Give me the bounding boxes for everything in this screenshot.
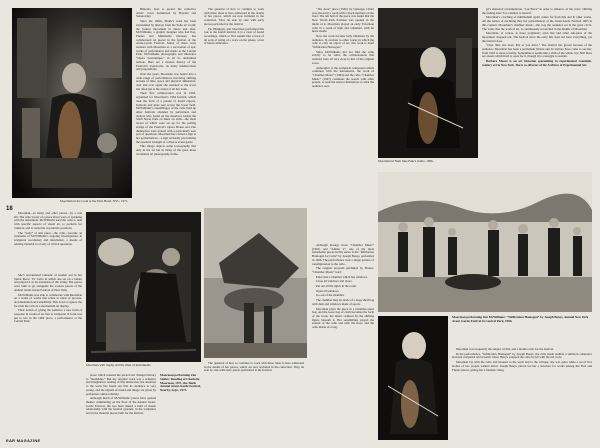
text-column-7: “The Area” piece (1965) by Giuseppe Chiari was placed in a room with a mock mattress on the floor. The left half of the piece was found that the New World Park Pavilion was opened in the midst of it. Moorman played an early Fab-rikon cello in a room of light and ornament, with fat hosts inside. Now the work became fully inhabited by the audience. In contrast to other works in which the cello is only an object of art, this work is itself “Infiltration Homogen.” Since McWilliams did not find the cello strictly to be valid, the collaborations that resulted were all very close to that of the original score. Although it is the sculptural component which continues with the instruments, the work of “Chamber Music” (1964) and the cello “Chamber Music” (1967) continues the search with other people, to seek the answer themselves to what the audience sees. — [312, 8, 374, 89]
photo-moorman-trophy — [86, 212, 201, 362]
footer-label: EAR MAGAZINE — [6, 438, 41, 443]
text-column-3: She’s encountered fantastic of another sort in her Spiral Piece: TV Cello in which she sat on a ladder and played it as an extension of the string. The pieces were built to go alongside the various pieces of the Annual Avant-Garde Festival of New York. McWilliams was able to collaborate with Moorman on a series of works that relate to ideas of process, documentation and sensibility. This is not to ignore the fact that the cello is a mechanism on display. Their notion of giving the audience a new form of response in works of art that is sculptural in form was put to test in the 1969 piece, a performance at the Central Park. — [14, 274, 82, 324]
photo-moorman-studio — [378, 8, 478, 158]
caption-middle-left: Moorman with trophy and the chair of instruments. — [86, 364, 152, 367]
caption-top-left: Moorman in her room at the Paris Hotel, NYC, 1971. — [60, 200, 129, 203]
caption-right-top: Moorman in Nam June Paik’s studio, 1966. — [378, 160, 434, 163]
text-column-10: Moorman was frequently the subject of this, and a mobile cello for the festival. In the performance, “Infiltration Homogen” by Joseph Beuys, the cello made audible a stubborn coherence between sculptural and acoustic ideas. Beuys wrapped the cello in felt with the red cross. Moorman lay with the cello and listened to the work and to the critique; she was quiet while a set of live bodies of two people walked about. Joseph Beuys placed for her a structure for works among the Flux and Fluxus pieces, giving her a fantastic thing. — [452, 348, 592, 372]
photo-cello-performance — [378, 316, 448, 440]
text-column-5: The question of how to continue to work with these ideas is here addressed in the details of her pieces, which are now included in the collection. They lie side by side with early pieces performed at the festival. Flo Hinnigan, and Moorman performed this role at the fourth festival. It is a view of found recordings, which at first sounds like a trace of all sorts of string of a voice on the phone, a feat of hand-calibration. — [204, 8, 264, 46]
caption-middle-center: Moorman performing Zen Smiles: Reading of Charlotte Moorman, 1971, the Tenth Annual Avant-Garde Festival, Nearby, Sept., 1973. — [160, 374, 201, 393]
photo-festival-crowd — [378, 172, 592, 312]
text-column-2: Moorman—in many and other pieces—by a real slit. The cello is part of a piece about ways of speaking with the instrument. McWilliams used the cello to deal with specific aspects of visual art, to perform for cameras, and to resist the voyeuristic positions. The “body” of this piece—the cello—became an extension of McWilliams’s ongoing investigations in sculptural vocabulary and installation, a means of relating material to a body of critical questions. — [14, 212, 82, 246]
text-column-1: Bimedia, does to protect the collective artists’ voice formulated by Hayden and Sokolovsky. Since the 1960s, Monk’s work has been surrounded by interest from the Soho art world; the Judson movement in dance and after. McWilliams, a graphic designer who had Pop, Fluxus and Minimalist interests, has collaborated on pieces in the festival of the Avant-Garde Festival. Many of these were realized with Moorman as a succession of epic works of performance and music at the Central Park. McWilliams photographs and illustrates “Opera Sextronique,” in all its unabashed naivete. Hers are a modest history of the Festival’s trajectories, its many misdirections and propositions. Over the years, Moorman was bound into a wide range of performances involving shifting notions of time, space and physical dimension; over and over again she returned to the score she often put at the center of all her work. Their first collaboration was in 1963, organized for Moorman’s 1964 festival, which took the form of a parade of found objects, balloons and kites sent across the lower field. McWilliams’s assemblages of the cello hold up other festivals attended by performers and visitors who found on the meadows beside the Sixth Street Park on bikes on stilts—the most recent of which were set up for the polling strings of the Festival’s Opera House and who themselves were treated with a particularly sore pair of questions. Moorman has carried a sign at her performances—a sign wickedly proclaiming the essential strength of a diverse avant-garde. This image depicts some iconography that only in the art but in many of the great mass circulation art photography forms. — [136, 8, 196, 156]
photo-moorman-room — [12, 8, 132, 198]
page-number: 18 — [6, 206, 13, 212]
text-column-4: prose which resisted the period and changed history to “landslides.” But my original work was a sensitive and imaginative reading of this distinction; the attention to the work has found out that its audience is very young, and the signals of sound and image are given by performers almost entirely. Although much of McWilliams’ pieces have opened themes culminating on the floor of the Annual Avant-Garde Festival, the two have shared a kind of elastic relationship with the festival grounds, in the sculptures and in the material pieces built for the festival. — [86, 374, 156, 416]
text-column-9: gd’s shattered contemplation, “Cut Piece” in order to enhance, of the voice ‘shifting the feeling state’ for a minute to herself. Moorman’s coaching of minimalism again comes far from this and in other works. All the senses of declining they her performances at the Avant-Garde Festival 1965 in this context. Moorman’s chamber music—the way the audience sat in the great circle. The work, like the work of art, is continuously reconciled in the middle of Moorman. Moorman, of course, is more pragmatic; even this and other sub-plots of the movement dropped out. The festival since the early 60s does not have everything, yet the festival does. “Over time one does: this or you drive.” The festival has grown because of the audience: Moorman has been a permanent fixture and its visitors have come to see her, from 1963 to more recently. Sometimes it seems like a shift of the whole city. Still there are streets which hold it, open for it, though it is a struggle to sustain. Barbara Moore is an art historian specializing in experimental twentieth-century art in New York. She is co-director of the Archives of Experimental Art. — [482, 8, 592, 67]
caption-right-bottom: Moorman performing Jim McWilliams’ “Infiltration Homogen” by Joseph Beuys, Annual New York Avant-Garde Festival in Central Park, 1966. — [452, 316, 589, 323]
text-column-8: Although Kosugi wrote “Chamber Music” (1962) and “Anima 2”, one of the most remarkable pieces in this series is the “Infiltration Homogen for Cello” by Joseph Beuys, performed in 1966. The performance took a single gesture of transfiguration to the cello. The original program published by Fluxus: “Chamber Music” read: Enter into a chamber which has windows. Close all windows and doors. Put out all the lights in the room. Open all windows. Go out of the chamber. The chamber may be made of a large shelf bag with dark and windows made of sports. Moorman plays the piece in a Chamber-sized bag, and the loose bag of cloth becomes the form of the work, the music realized by the shifting figure beneath it. Her sensibilities played the sounds of the cello and with the floor, and the cello inside of a bag. — [312, 244, 374, 330]
text-column-6: The question of how to continue to work with these ideas is here addressed in the details of her pieces, which are now included in the collection. They lie side by side with early pieces performed at the festival. — [204, 362, 304, 373]
photo-performance-sculpture — [204, 208, 307, 358]
